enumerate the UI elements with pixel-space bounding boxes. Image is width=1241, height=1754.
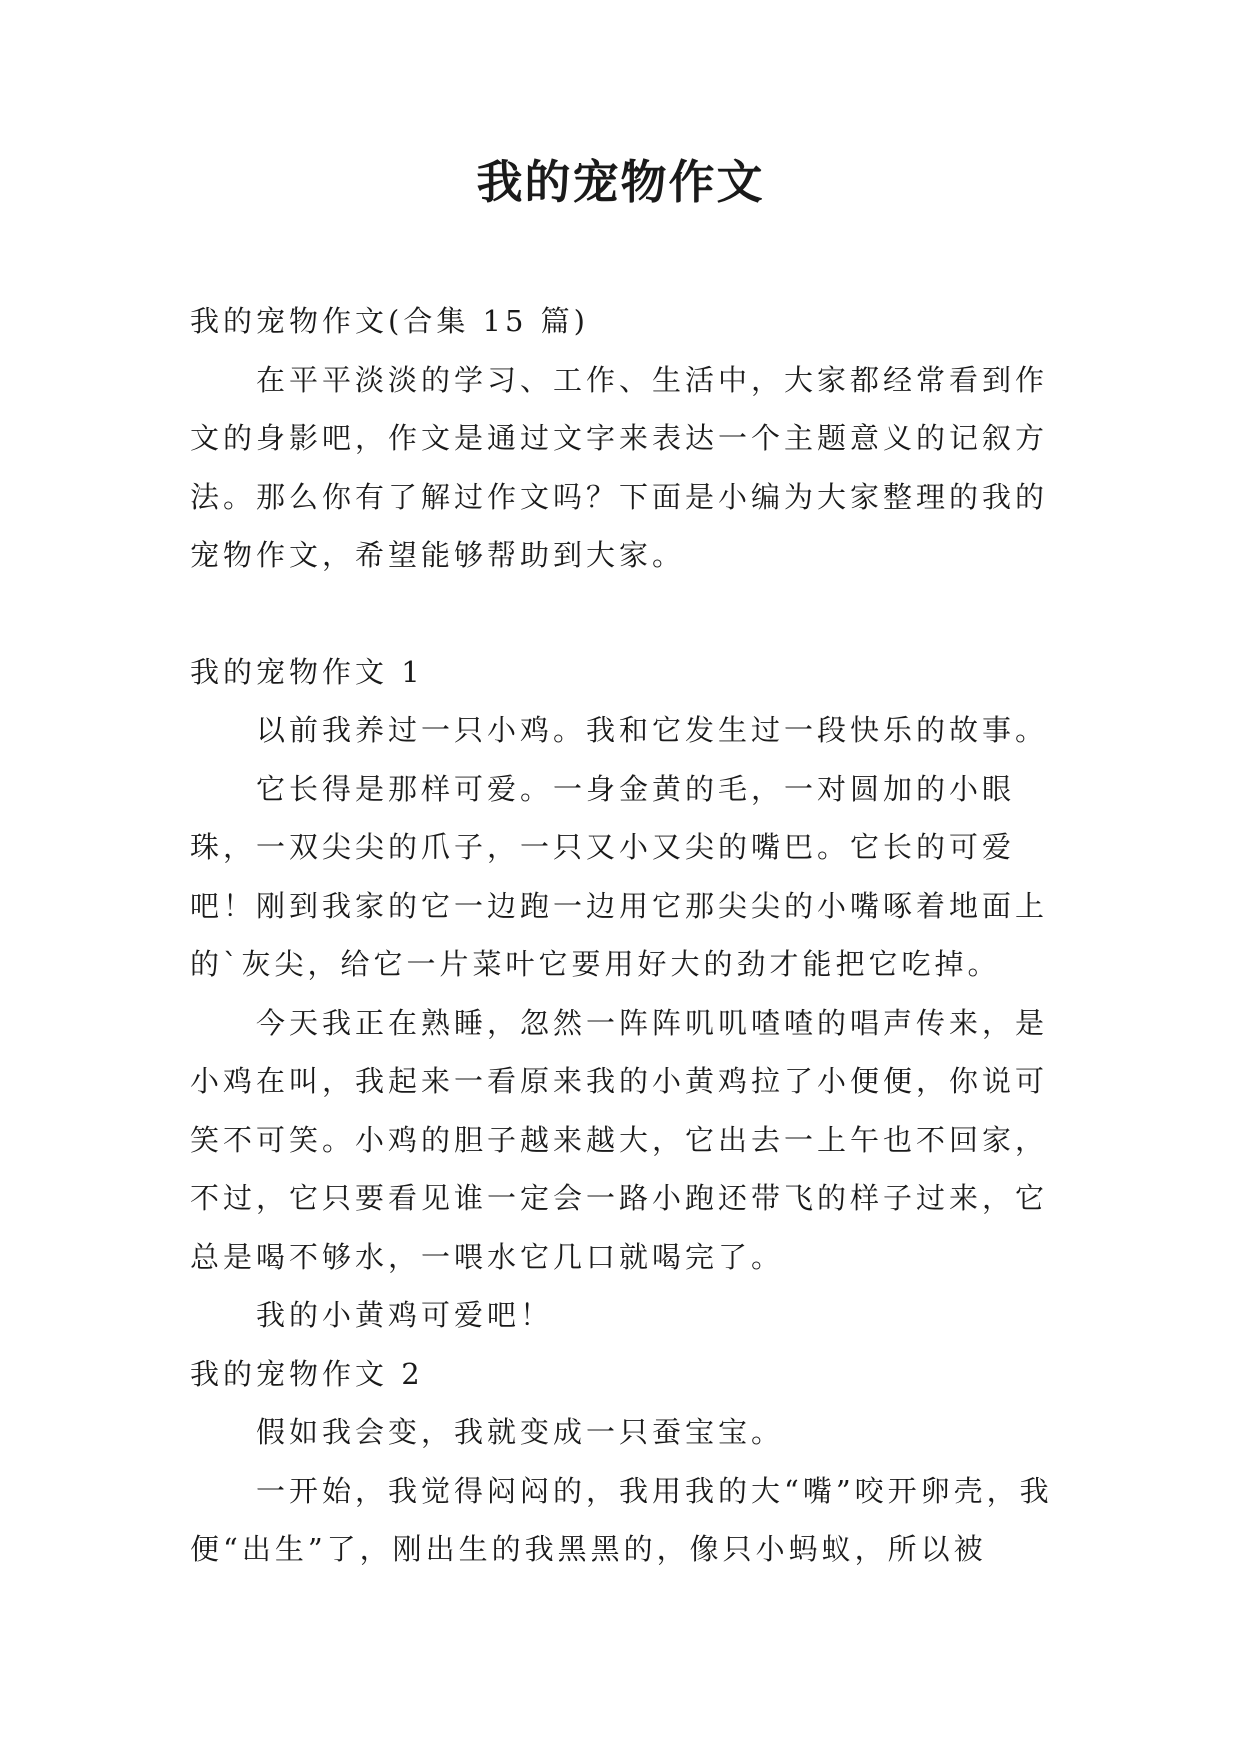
essay-1-paragraph-2: 它长得是那样可爱。一身金黄的毛，一对圆加的小眼珠，一双尖尖的爪子，一只又小又尖的嘴巴。它长的可爱吧！刚到我家的它一边跑一边用它那尖尖的小嘴啄着地面上的`灰尖，给它一片菜叶它要用好大的劲才能把它吃掉。 bbox=[190, 771, 1049, 981]
essay-1-paragraph-3: 今天我正在熟睡，忽然一阵阵叽叽喳喳的唱声传来，是小鸡在叫，我起来一看原来我的小黄鸡拉了小便便，你说可笑不可笑。小鸡的胆子越来越大，它出去一上午也不回家，不过，它只要看见谁一定会一路小跑还带飞的样子过来，它总是喝不够水，一喂水它几口就喝完了。 bbox=[190, 1005, 1049, 1274]
essay-2-heading: 我的宠物作文 2 bbox=[190, 1356, 424, 1391]
essay-1-heading: 我的宠物作文 1 bbox=[190, 654, 424, 689]
essay-1-paragraph-1: 以前我养过一只小鸡。我和它发生过一段快乐的故事。 bbox=[256, 713, 1049, 747]
section-gap bbox=[190, 585, 1060, 643]
essay-1-paragraph-4: 我的小黄鸡可爱吧！ bbox=[256, 1298, 554, 1332]
collection-subtitle: 我的宠物作文(合集 15 篇) bbox=[190, 304, 589, 338]
document-body bbox=[190, 292, 1060, 1579]
essay-2-paragraph-1: 假如我会变，我就变成一只蚕宝宝。 bbox=[256, 1415, 785, 1449]
document-title: 我的宠物作文 bbox=[476, 155, 765, 209]
intro-paragraph: 在平平淡淡的学习、工作、生活中，大家都经常看到作文的身影吧，作文是通过文字来表达一个主题意义的记叙方法。那么你有了解过作文吗？下面是小编为大家整理的我的宠物作文，希望能够帮助到大家。 bbox=[190, 362, 1049, 572]
essay-2-paragraph-2: 一开始，我觉得闷闷的，我用我的大“嘴”咬开卵壳，我便“出生”了，刚出生的我黑黑的，像只小蚂蚁，所以被 bbox=[190, 1473, 1053, 1566]
